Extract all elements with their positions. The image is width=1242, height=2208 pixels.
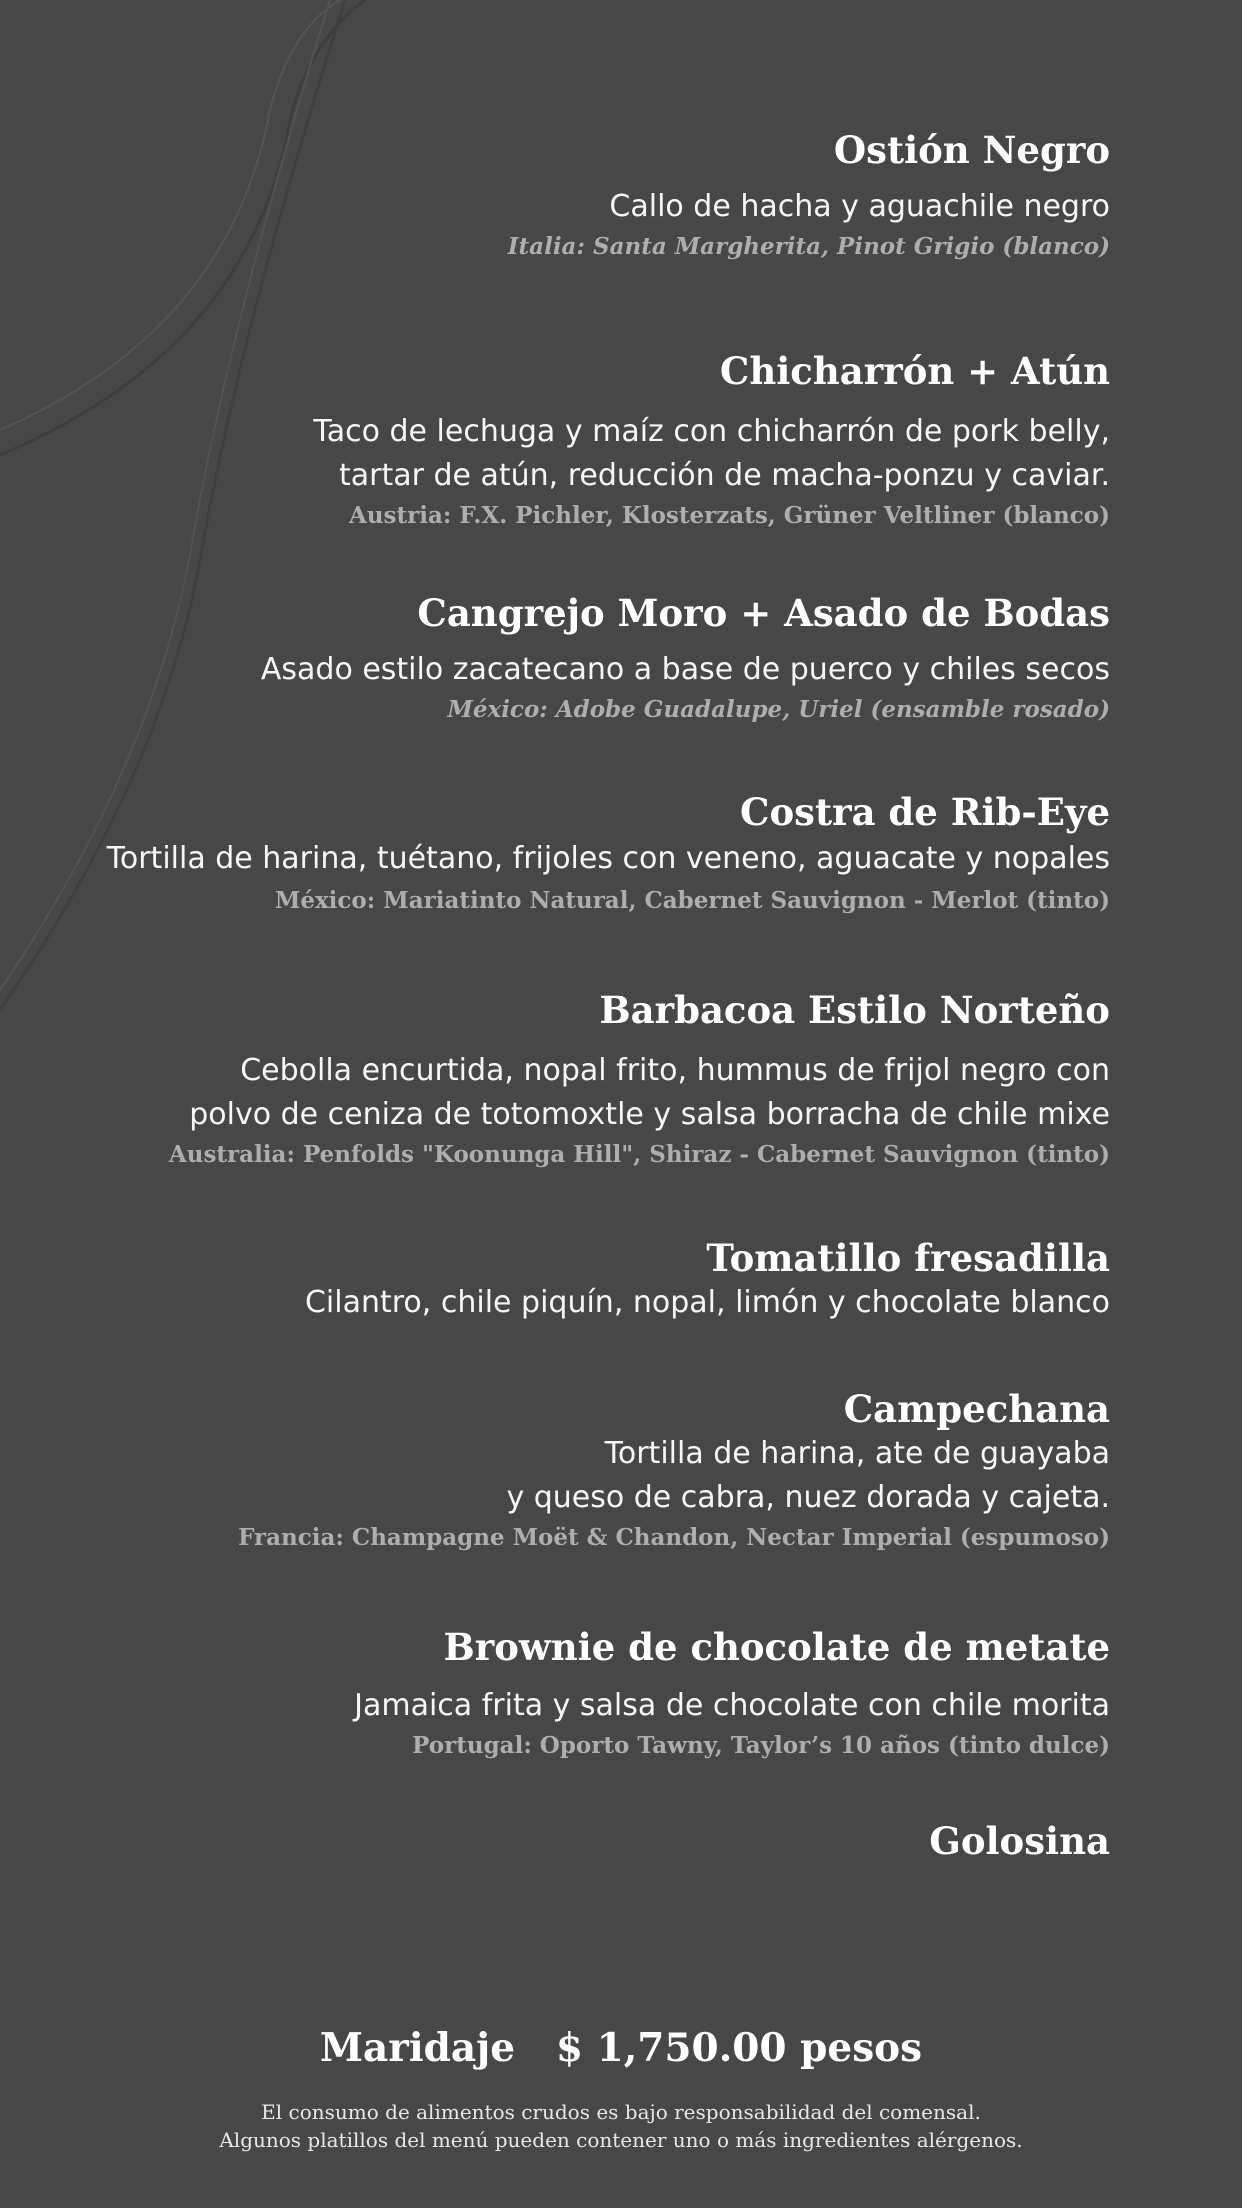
- dish-title: Campechana: [843, 1387, 1110, 1431]
- pairing-label: Maridaje: [319, 2025, 516, 2071]
- dish-campechana: [238, 1386, 1110, 1556]
- dish-golosina: [929, 1818, 1110, 1864]
- dish-description: Cebolla encurtida, nopal frito, hummus de frijol negro con: [240, 1053, 1110, 1088]
- wine-pairing: Australia: Penfolds "Koonunga Hill", Shiraz - Cabernet Sauvignon (tinto): [168, 1141, 1110, 1168]
- dish-title: Tomatillo fresadilla: [706, 1236, 1110, 1280]
- dish-tomatillo-fresadilla: [305, 1235, 1110, 1325]
- wine-pairing: Austria: F.X. Pichler, Klosterzats, Grüner Veltliner (blanco): [348, 502, 1110, 529]
- dish-description: Tortilla de harina, tuétano, frijoles con veneno, aguacate y nopales: [106, 841, 1110, 876]
- dish-description: polvo de ceniza de totomoxtle y salsa borracha de chile mixe: [189, 1097, 1110, 1132]
- wine-pairing: Portugal: Oporto Tawny, Taylor’s 10 años (tinto dulce): [412, 1732, 1110, 1759]
- dish-cangrejo-moro: [261, 590, 1110, 728]
- dish-chicharron-atun: [313, 348, 1110, 534]
- pairing-amount: $ 1,750.00 pesos: [555, 2025, 923, 2071]
- disclaimer-line: El consumo de alimentos crudos es bajo responsabilidad del comensal.: [261, 2100, 981, 2124]
- dish-title: Ostión Negro: [833, 128, 1110, 172]
- dish-description: Jamaica frita y salsa de chocolate con chile morita: [354, 1688, 1110, 1723]
- dish-title: Costra de Rib-Eye: [740, 790, 1110, 834]
- wine-pairing: México: Mariatinto Natural, Cabernet Sauvignon - Merlot (tinto): [274, 887, 1110, 914]
- pairing-price: [0, 2022, 1242, 2074]
- dish-title: Barbacoa Estilo Norteño: [599, 988, 1110, 1032]
- wine-pairing: México: Adobe Guadalupe, Uriel (ensamble rosado): [447, 696, 1110, 723]
- dish-brownie: [354, 1624, 1110, 1764]
- wine-pairing: Italia: Santa Margherita, Pinot Grigio (blanco): [507, 233, 1110, 260]
- dish-title: Cangrejo Moro + Asado de Bodas: [417, 591, 1110, 635]
- dish-ostion-negro: [508, 127, 1110, 265]
- dish-description: Tortilla de harina, ate de guayaba: [604, 1436, 1110, 1471]
- wine-pairing: Francia: Champagne Moët & Chandon, Nectar Imperial (espumoso): [238, 1524, 1110, 1551]
- dish-costra-rib-eye: [107, 789, 1110, 919]
- dish-description: Taco de lechuga y maíz con chicharrón de pork belly,: [313, 414, 1110, 449]
- dish-barbacoa-norteno: [169, 987, 1110, 1173]
- dish-description: y queso de cabra, nuez dorada y cajeta.: [506, 1480, 1110, 1515]
- disclaimer: [0, 2098, 1242, 2154]
- dish-title: Brownie de chocolate de metate: [443, 1625, 1110, 1669]
- dish-title: Golosina: [929, 1819, 1110, 1863]
- dish-description: Asado estilo zacatecano a base de puerco y chiles secos: [260, 652, 1110, 687]
- disclaimer-line: Algunos platillos del menú pueden contener uno o más ingredientes alérgenos.: [219, 2128, 1023, 2152]
- dish-title: Chicharrón + Atún: [719, 349, 1110, 393]
- dish-description: Callo de hacha y aguachile negro: [609, 189, 1110, 224]
- dish-description: Cilantro, chile piquín, nopal, limón y chocolate blanco: [304, 1285, 1110, 1320]
- dish-description: tartar de atún, reducción de macha-ponzu y caviar.: [338, 458, 1110, 493]
